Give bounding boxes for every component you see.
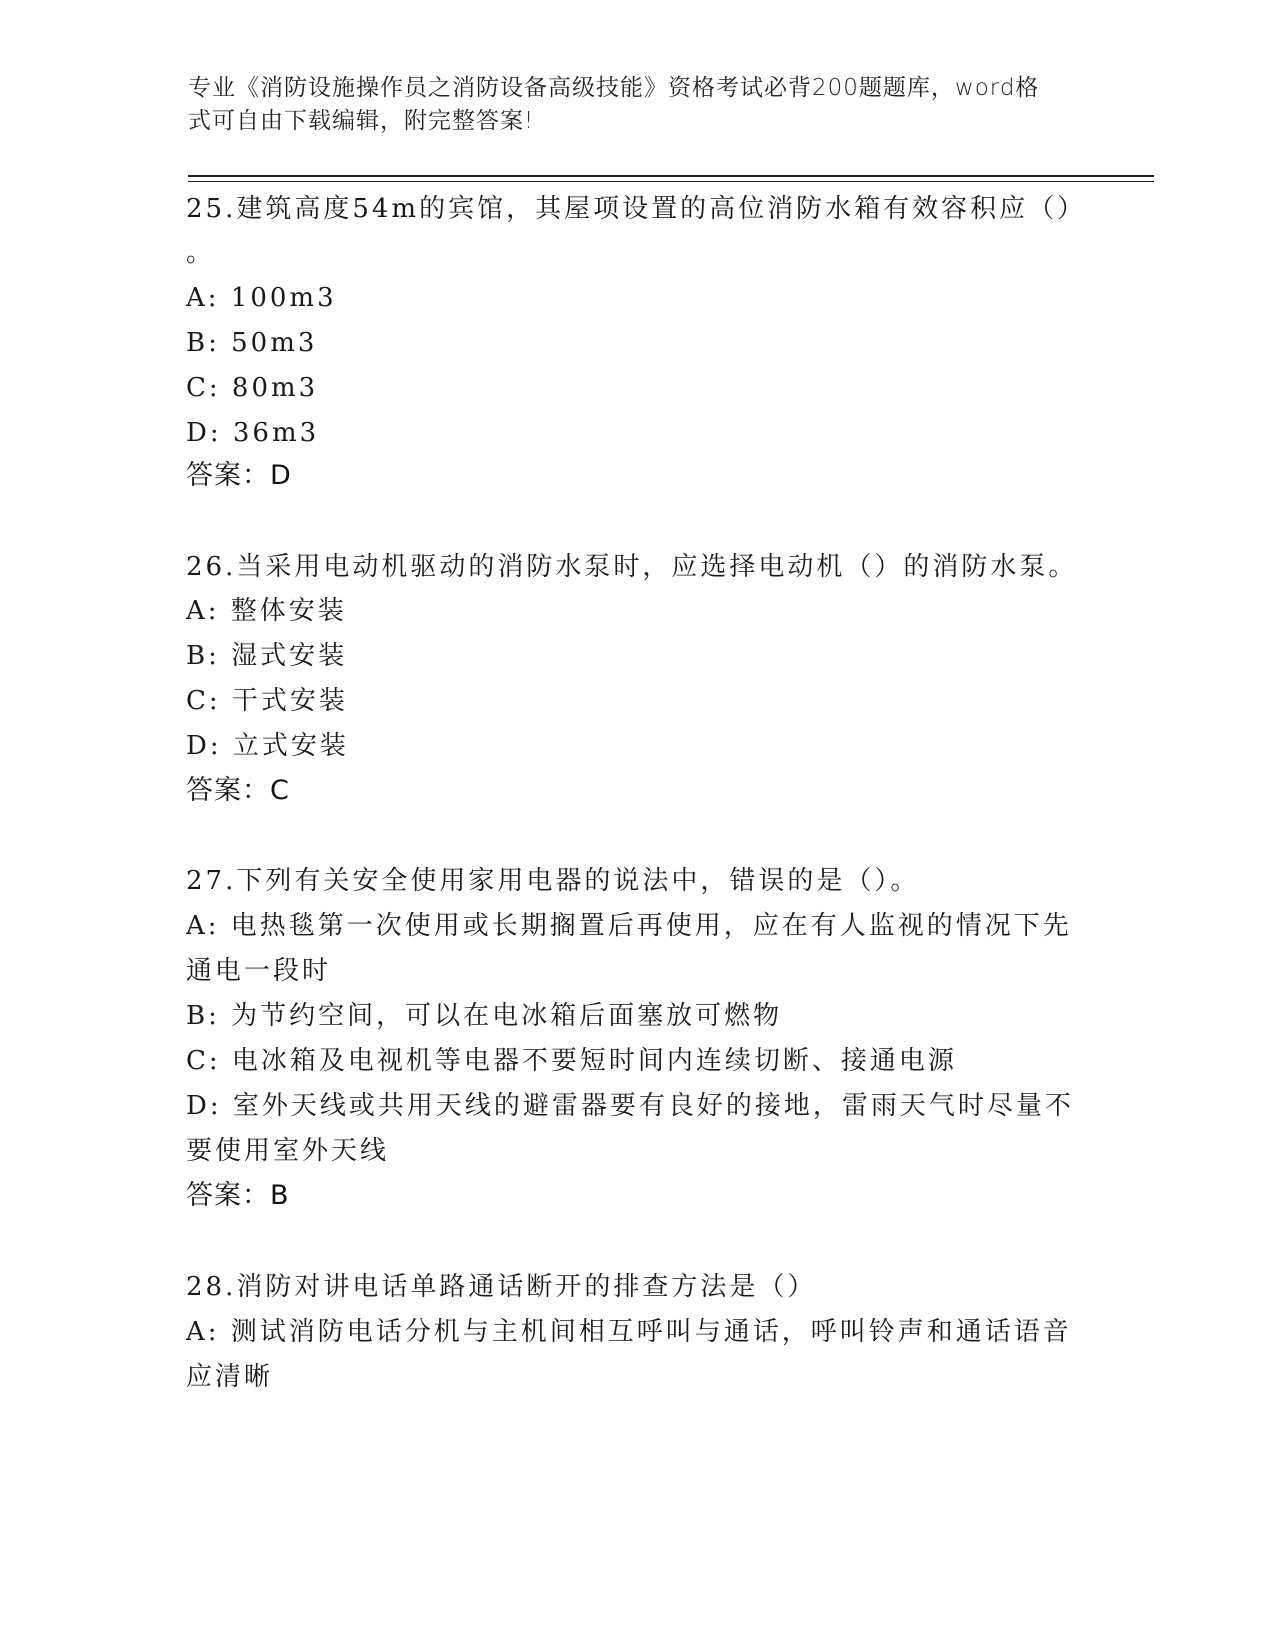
question-26-option-a: A: 整体安装 <box>186 596 347 626</box>
question-27-option-c: C: 电冰箱及电视机等电器不要短时间内连续切断、接通电源 <box>186 1046 957 1076</box>
question-28-option-a: A: 测试消防电话分机与主机间相互呼叫与通话，呼叫铃声和通话语音 <box>186 1317 1072 1347</box>
question-25-option-c: C: 80m3 <box>186 373 319 403</box>
question-25-option-b: B: 50m3 <box>186 328 318 358</box>
header-line-1: 专业《消防设施操作员之消防设备高级技能》资格考试必背200题题库，word格 <box>188 75 1040 101</box>
question-27-option-b: B: 为节约空间，可以在电冰箱后面塞放可燃物 <box>186 1001 783 1031</box>
question-26-option-b: B: 湿式安装 <box>186 641 348 671</box>
question-27-stem: 27.下列有关安全使用家用电器的说法中，错误的是（）。 <box>186 866 920 896</box>
question-26-option-c: C: 干式安装 <box>186 686 348 716</box>
question-28-stem: 28.消防对讲电话单路通话断开的排查方法是（） <box>186 1272 817 1302</box>
question-26-answer: 答案：C <box>186 775 290 806</box>
question-26-option-d: D: 立式安装 <box>186 731 349 761</box>
question-27-option-d: D: 室外天线或共用天线的避雷器要有良好的接地，雷雨天气时尽量不 <box>186 1091 1074 1121</box>
header-line-2: 式可自由下载编辑，附完整答案! <box>188 108 535 134</box>
question-27-option-a-cont: 通电一段时 <box>186 956 332 986</box>
question-28-option-a-cont: 应清晰 <box>186 1362 274 1392</box>
question-25-stem: 25.建筑高度54m的宾馆，其屋项设置的高位消防水箱有效容积应（） <box>186 194 1087 224</box>
question-27-option-a: A: 电热毯第一次使用或长期搁置后再使用，应在有人监视的情况下先 <box>186 911 1072 941</box>
question-25-option-a: A: 100m3 <box>186 283 337 313</box>
question-25-answer: 答案：D <box>186 460 292 491</box>
question-25-option-d: D: 36m3 <box>186 418 320 448</box>
header-divider-thin <box>188 181 1154 182</box>
question-25-stem-cont: 。 <box>186 238 216 268</box>
question-27-option-d-cont: 要使用室外天线 <box>186 1136 390 1166</box>
question-26-stem: 26.当采用电动机驱动的消防水泵时，应选择电动机（）的消防水泵。 <box>186 552 1078 582</box>
question-27-answer: 答案：B <box>186 1180 290 1211</box>
document-header <box>188 72 1088 138</box>
header-divider-thick <box>188 175 1154 177</box>
